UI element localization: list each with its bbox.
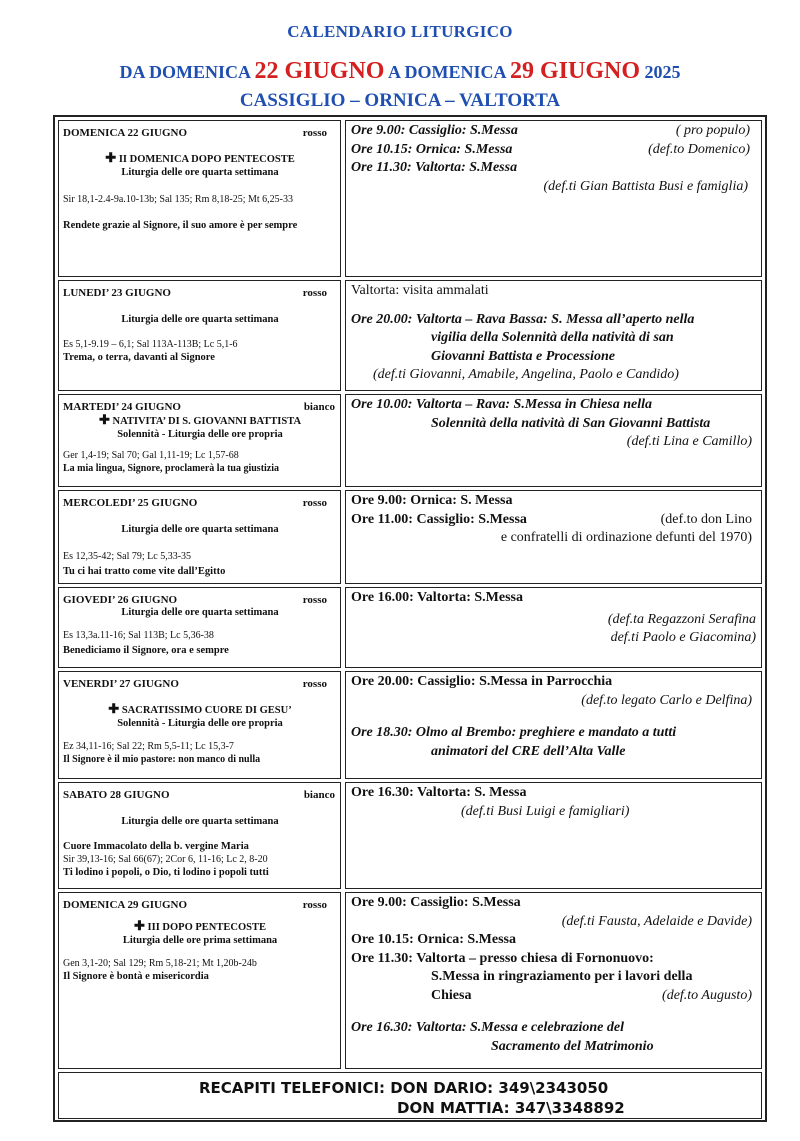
schedule-line: Ore 10.15: Ornica: S.Messa (def.to Domenico) xyxy=(351,141,750,157)
start-date: 22 GIUGNO xyxy=(254,58,385,84)
liturgy-week: Liturgia delle ore quarta settimana xyxy=(121,607,279,618)
schedule-line: (def.ti Giovanni, Amabile, Angelina, Paolo e Candido) xyxy=(373,367,679,382)
schedule-line: (def.ti Fausta, Adelaide e Davide) xyxy=(561,913,752,929)
schedule-line: Ore 9.00: Cassiglio: S.Messa xyxy=(351,895,521,910)
day-row-sun-29 xyxy=(58,892,762,1069)
antiphon: Il Signore è il mio pastore: non manco di nulla xyxy=(63,754,261,765)
liturgy-cell xyxy=(58,587,341,668)
schedule-cell xyxy=(345,394,762,487)
schedule-line: Ore 9.00: Cassiglio: S.Messa ( pro populo) xyxy=(351,123,750,138)
schedule-line: Ore 16.00: Valtorta: S.Messa xyxy=(351,590,523,605)
schedule-line: Giovanni Battista e Processione xyxy=(431,348,615,364)
schedule-cell xyxy=(345,782,762,889)
schedule-line: vigilia della Solennità della natività di san xyxy=(431,330,674,345)
date-range xyxy=(0,58,800,85)
schedule-line: (def.to legato Carlo e Delfina) xyxy=(581,692,752,708)
schedule-cell xyxy=(345,280,762,391)
liturgy-week: Liturgia delle ore quarta settimana xyxy=(121,167,279,178)
schedule-line: Ore 16.30: Valtorta: S. Messa xyxy=(351,785,527,800)
liturgy-week: Liturgia delle ore quarta settimana xyxy=(121,524,279,535)
day-row-thu-26 xyxy=(58,587,762,668)
schedule-line: Ore 10.00: Valtorta – Rava: S.Messa in Chiesa nella xyxy=(351,397,653,412)
liturgical-color: rosso xyxy=(302,287,327,299)
page-title: CALENDARIO LITURGICO xyxy=(287,22,513,41)
date-range-to-label: A DOMENICA xyxy=(388,62,506,82)
liturgy-week: Solennità - Liturgia delle ore propria xyxy=(117,718,283,729)
date-range-from-label: DA DOMENICA xyxy=(119,62,250,82)
day-label: MERCOLEDI’ 25 GIUGNO xyxy=(63,497,198,509)
schedule-line: Valtorta: visita ammalati xyxy=(351,283,489,298)
schedule-line: S.Messa in ringraziamento per i lavori della xyxy=(431,969,693,984)
antiphon: La mia lingua, Signore, proclamerà la tua giustizia xyxy=(63,463,280,474)
schedule-line: Ore 10.15: Ornica: S.Messa xyxy=(351,932,516,947)
cross-icon: ✚ xyxy=(108,701,120,716)
day-row-sat-28 xyxy=(58,782,762,889)
feast: ✚ NATIVITA’ DI S. GIOVANNI BATTISTA xyxy=(98,412,302,427)
day-label: SABATO 28 GIUGNO xyxy=(63,789,170,801)
day-row-mon-23 xyxy=(58,280,762,391)
readings: Es 13,3a.11-16; Sal 113B; Lc 5,36-38 xyxy=(63,630,214,641)
parishes: CASSIGLIO – ORNICA – VALTORTA xyxy=(239,90,561,111)
antiphon: Tu ci hai tratto come vite dall’Egitto xyxy=(63,566,226,577)
liturgy-week: Liturgia delle ore prima settimana xyxy=(122,935,278,946)
antiphon: Benediciamo il Signore, ora e sempre xyxy=(63,645,229,656)
schedule-line: (def.ti Gian Battista Busi e famiglia) xyxy=(543,178,748,194)
day-label: DOMENICA 22 GIUGNO xyxy=(63,127,188,139)
phone-contacts xyxy=(58,1072,762,1119)
liturgical-color: bianco xyxy=(303,789,335,801)
antiphon: Trema, o terra, davanti al Signore xyxy=(63,352,215,363)
liturgy-cell xyxy=(58,671,341,779)
schedule-line: Ore 20.00: Cassiglio: S.Messa in Parrocchia xyxy=(351,674,613,689)
liturgy-cell xyxy=(58,394,341,487)
schedule-line: (def.ti Busi Luigi e famigliari) xyxy=(461,803,630,819)
liturgy-cell xyxy=(58,280,341,391)
antiphon: Rendete grazie al Signore, il suo amore è per sempre xyxy=(63,220,298,231)
liturgical-color: rosso xyxy=(302,497,327,509)
readings: Es 12,35-42; Sal 79; Lc 5,33-35 xyxy=(63,551,192,562)
feast: ✚ II DOMENICA DOPO PENTECOSTE xyxy=(105,150,295,165)
schedule-line: Sacramento del Matrimonio xyxy=(491,1038,654,1054)
schedule-line: def.ti Paolo e Giacomina) xyxy=(610,630,756,645)
schedule-line: (def.ti Lina e Camillo) xyxy=(626,434,752,449)
schedule-line: Solennità della natività di San Giovanni Battista xyxy=(431,415,711,431)
day-row-sun-22 xyxy=(58,120,762,277)
feast: ✚ III DOPO PENTECOSTE xyxy=(134,918,266,933)
liturgy-cell xyxy=(58,782,341,889)
liturgical-color: rosso xyxy=(302,899,327,911)
liturgy-week: Solennità - Liturgia delle ore propria xyxy=(117,429,283,440)
schedule-line: Ore 11.00: Cassiglio: S.Messa (def.to don Lino xyxy=(351,511,752,527)
calendar-table xyxy=(53,115,767,1122)
liturgical-color: bianco xyxy=(303,401,335,413)
memorial: Cuore Immacolato della b. vergine Maria xyxy=(63,841,249,852)
readings: Es 5,1-9.19 – 6,1; Sal 113A-113B; Lc 5,1-6 xyxy=(63,339,238,350)
day-row-wed-25 xyxy=(58,490,762,584)
liturgical-color: rosso xyxy=(302,127,327,139)
schedule-line: Ore 20.00: Valtorta – Rava Bassa: S. Messa all’aperto nella xyxy=(351,311,695,327)
day-row-fri-27 xyxy=(58,671,762,779)
schedule-line: (def.ta Regazzoni Serafina xyxy=(607,611,756,627)
schedule-cell xyxy=(345,892,762,1069)
antiphon: Il Signore è bontà e misericordia xyxy=(63,971,209,982)
schedule-line: animatori del CRE dell’Alta Valle xyxy=(431,743,626,759)
contact-don-mattia: DON MATTIA: 347\3348892 xyxy=(397,1099,625,1117)
schedule-line: e confratelli di ordinazione defunti del 1970) xyxy=(500,530,752,545)
day-label: MARTEDI’ 24 GIUGNO xyxy=(63,401,181,413)
schedule-cell xyxy=(345,120,762,277)
day-label: VENERDI’ 27 GIUGNO xyxy=(63,678,179,690)
readings: Ez 34,11-16; Sal 22; Rm 5,5-11; Lc 15,3-7 xyxy=(63,741,234,752)
day-row-tue-24 xyxy=(58,394,762,487)
schedule-cell xyxy=(345,587,762,668)
readings: Ger 1,4-19; Sal 70; Gal 1,11-19; Lc 1,57-68 xyxy=(63,450,239,461)
cross-icon: ✚ xyxy=(105,150,117,165)
liturgy-week: Liturgia delle ore quarta settimana xyxy=(121,816,279,827)
schedule-line: Ore 11.30: Valtorta: S.Messa xyxy=(351,160,518,175)
liturgy-cell xyxy=(58,490,341,584)
schedule-line: Ore 18.30: Olmo al Brembo: preghiere e mandato a tutti xyxy=(351,725,677,740)
readings: Sir 18,1-2.4-9a.10-13b; Sal 135; Rm 8,18-25; Mt 6,25-33 xyxy=(63,194,293,205)
cross-icon: ✚ xyxy=(98,412,110,427)
schedule-line: Ore 16.30: Valtorta: S.Messa e celebrazione del xyxy=(351,1020,624,1035)
year: 2025 xyxy=(644,62,681,82)
readings: Sir 39,13-16; Sal 66(67); 2Cor 6, 11-16; Lc 2, 8-20 xyxy=(63,854,268,865)
day-label: GIOVEDI’ 26 GIUGNO xyxy=(63,594,178,606)
day-label: DOMENICA 29 GIUGNO xyxy=(63,899,188,911)
liturgical-color: rosso xyxy=(302,594,327,606)
liturgical-color: rosso xyxy=(302,678,327,690)
feast: ✚ SACRATISSIMO CUORE DI GESU’ xyxy=(108,701,292,716)
liturgy-cell xyxy=(58,892,341,1069)
contact-don-dario: RECAPITI TELEFONICI: DON DARIO: 349\2343050 xyxy=(199,1079,609,1097)
readings: Gen 3,1-20; Sal 129; Rm 5,18-21; Mt 1,20b-24b xyxy=(63,958,257,969)
schedule-cell xyxy=(345,490,762,584)
cross-icon: ✚ xyxy=(134,918,145,933)
schedule-line: Chiesa (def.to Augusto) xyxy=(431,987,752,1003)
liturgy-week: Liturgia delle ore quarta settimana xyxy=(121,314,279,325)
liturgy-cell xyxy=(58,120,341,277)
end-date: 29 GIUGNO xyxy=(510,58,641,84)
day-label: LUNEDI’ 23 GIUGNO xyxy=(63,287,171,299)
schedule-line: Ore 11.30: Valtorta – presso chiesa di Fornonuovo: xyxy=(351,950,654,966)
antiphon: Ti lodino i popoli, o Dio, ti lodino i popoli tutti xyxy=(63,867,269,878)
schedule-cell xyxy=(345,671,762,779)
schedule-line: Ore 9.00: Ornica: S. Messa xyxy=(351,493,513,508)
